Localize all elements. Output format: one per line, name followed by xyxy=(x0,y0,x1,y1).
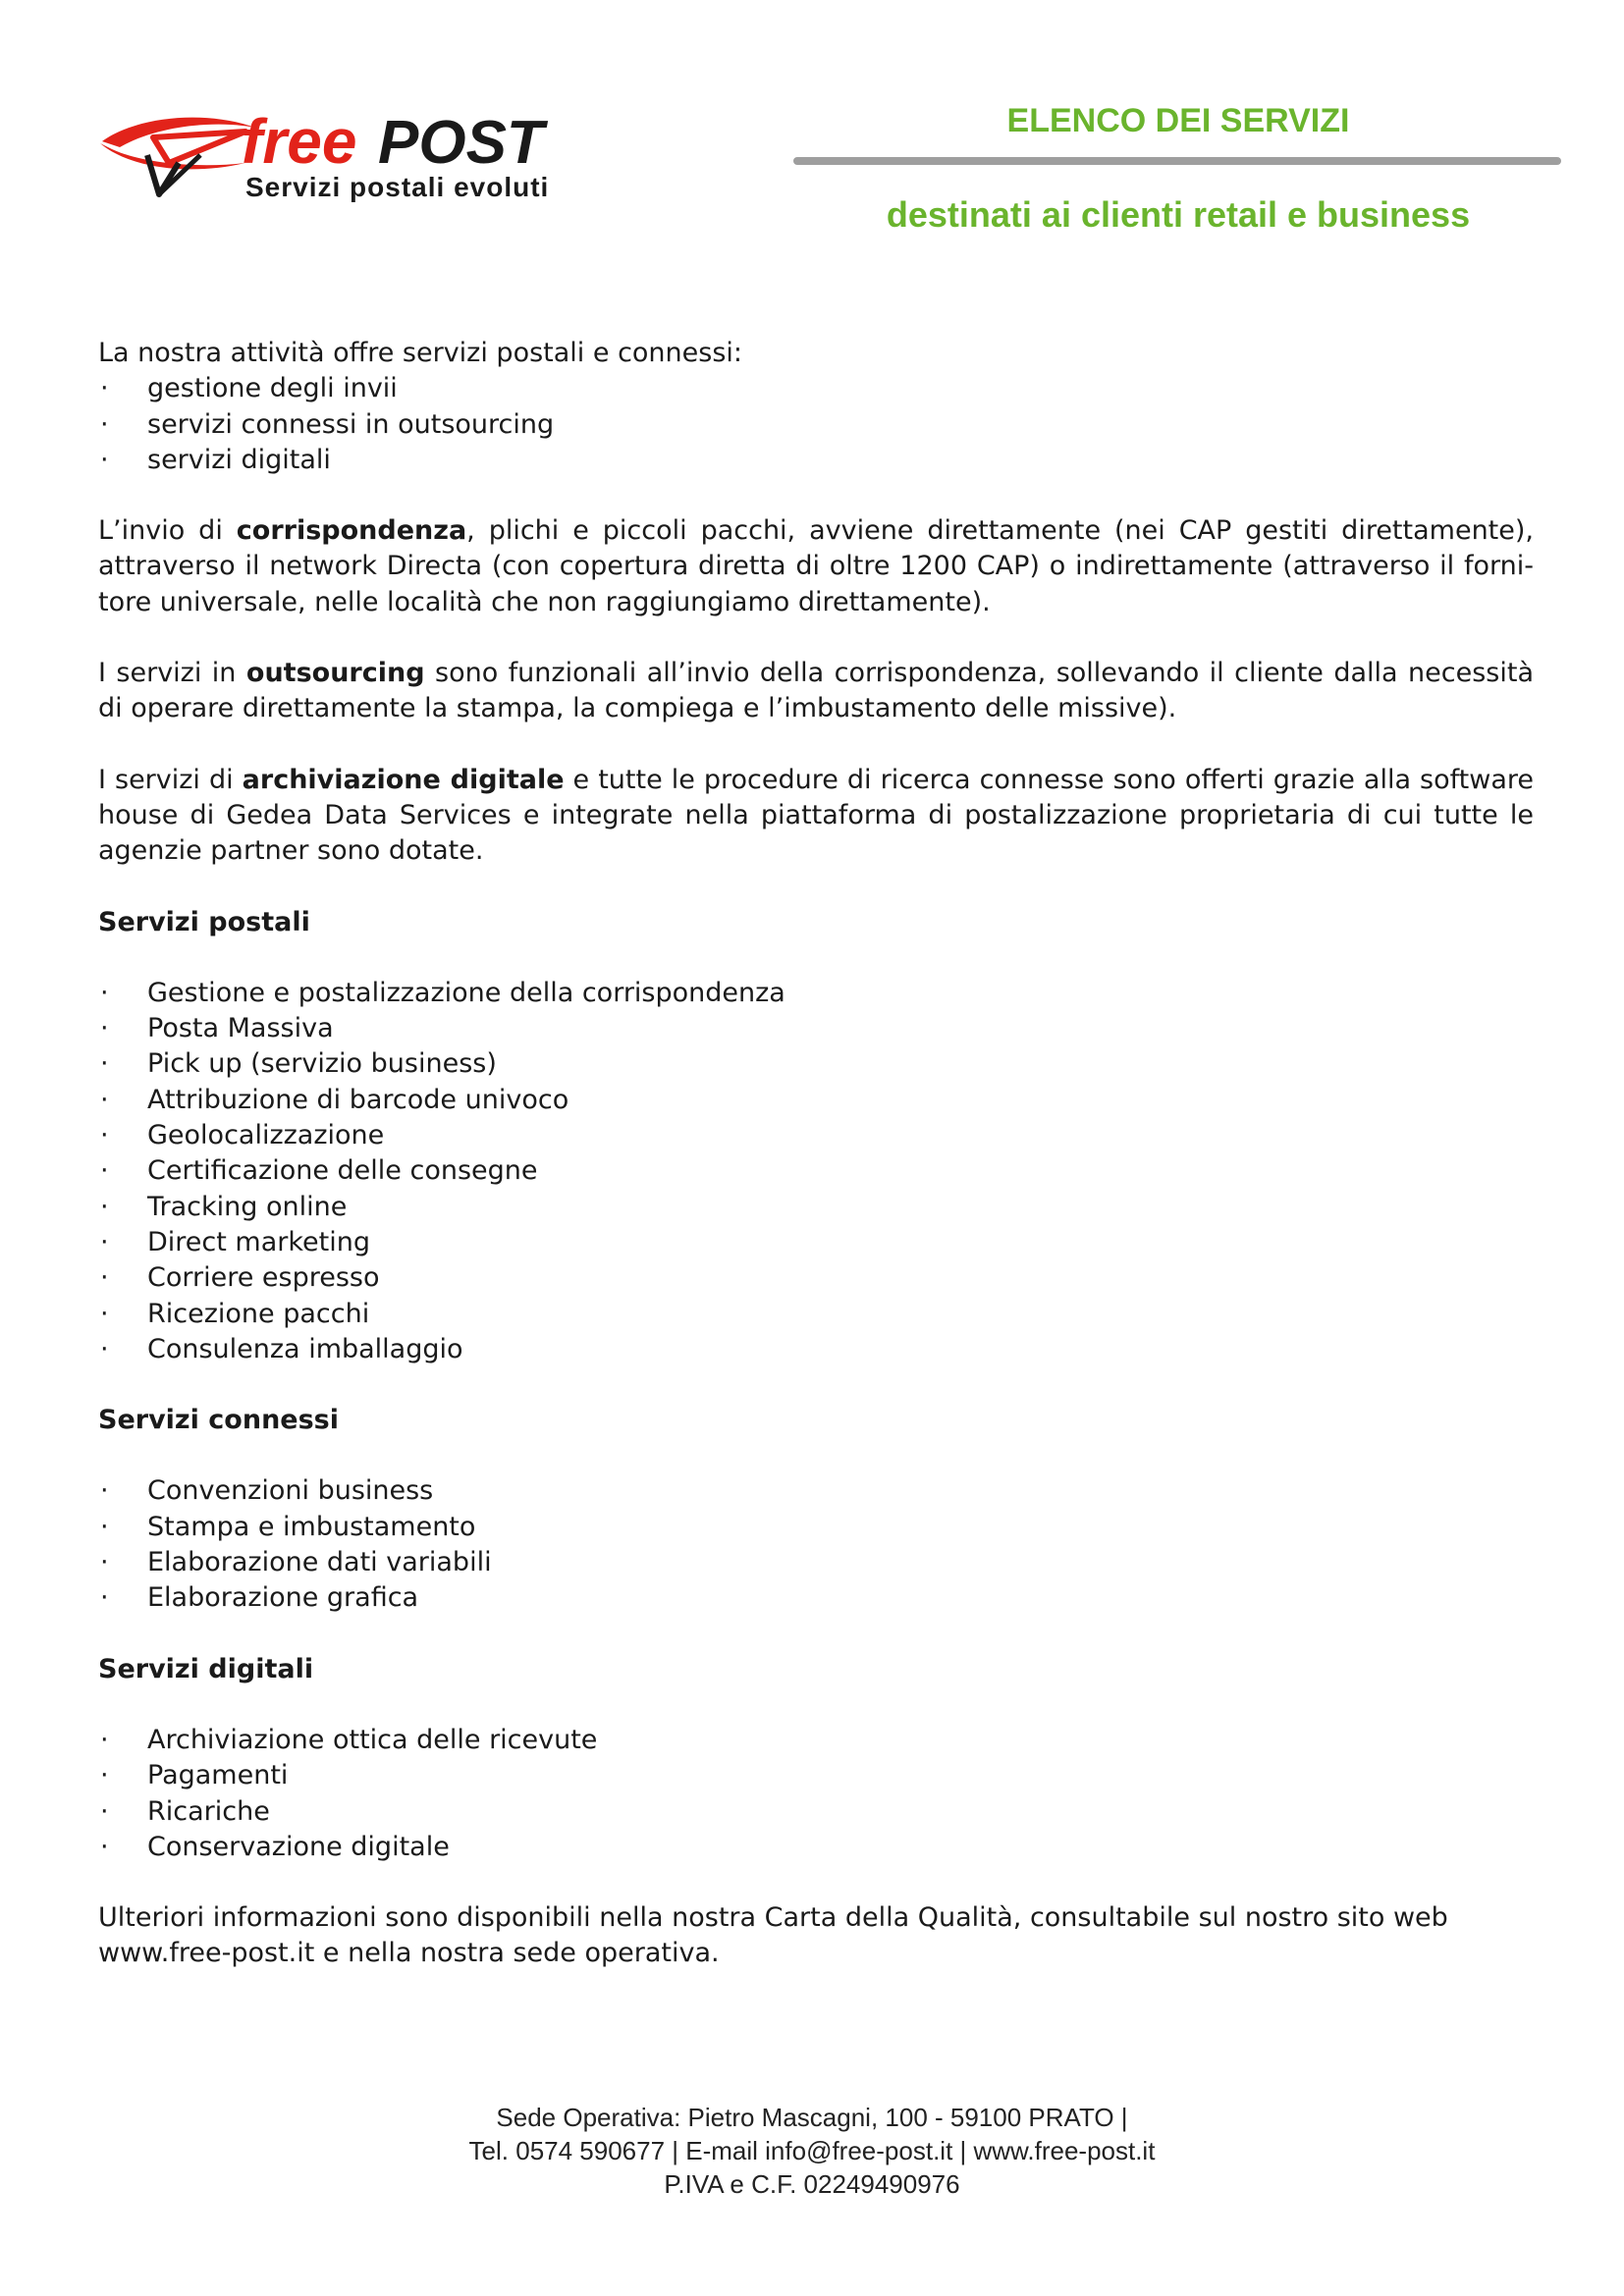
header-subtitle: destinati ai clienti retail e business xyxy=(886,194,1471,235)
bullet-mark: · xyxy=(100,1582,109,1614)
list-item: · Geolocalizzazione xyxy=(98,1118,1534,1153)
bullet-mark: · xyxy=(100,408,109,440)
list-servizi-postali xyxy=(98,976,1534,1367)
list-item: · Conservazione digitale xyxy=(98,1830,1534,1865)
intro-bullet xyxy=(98,371,1534,406)
header-title: ELENCO DEI SERVIZI xyxy=(1006,102,1350,139)
bullet-mark: · xyxy=(100,1191,109,1222)
list-item: · Attribuzione di barcode univoco xyxy=(98,1083,1534,1118)
bullet-mark: · xyxy=(100,1547,109,1578)
heading-servizi-digitali: Servizi digitali xyxy=(98,1653,314,1684)
bullet-mark: · xyxy=(100,1831,109,1862)
freepost-logo xyxy=(98,98,609,206)
bullet-mark: · xyxy=(100,1013,109,1044)
list-servizi-digitali xyxy=(98,1723,1534,1865)
list-item: · Consulenza imballaggio xyxy=(98,1332,1534,1367)
footer-contacts: Tel. 0574 590677 | E-mail info@free-post.it | www.free-post.it xyxy=(468,2136,1156,2165)
intro-bullet-text: servizi digitali xyxy=(147,444,331,475)
bullet-mark: · xyxy=(100,1262,109,1294)
bullet-mark: · xyxy=(100,1511,109,1542)
bullet-mark: · xyxy=(100,1760,109,1791)
logo-brand-free: free xyxy=(242,106,357,177)
bullet-mark: · xyxy=(100,1475,109,1507)
bullet-mark: · xyxy=(100,1048,109,1080)
bullet-mark: · xyxy=(100,1724,109,1755)
list-item: · Convenzioni business xyxy=(98,1473,1534,1509)
intro-lead: La nostra attività offre servizi postali e connessi: xyxy=(98,338,743,368)
bullet-mark: · xyxy=(100,1120,109,1151)
footer-vat: P.IVA e C.F. 02249490976 xyxy=(664,2169,960,2199)
paragraph-archiviazione: I servizi di archiviazione digitale e tutte le procedure di ricerca connesse sono offerti grazie alla software house di Gedea Data Services e integrate nella piattaforma di postalizzazione proprietaria di cui tutte le agenzie partner sono dotate. xyxy=(98,764,1534,867)
paragraph-corrispondenza: L’invio di corrispondenza, plichi e piccoli pacchi, avviene direttamente (nei CAP gestiti direttamente), attraverso il network Directa (con copertura diretta di oltre 1200 CAP) o indirettamente (attraverso il forni-tore universale, nelle località che non raggiungiamo direttamente). xyxy=(98,515,1534,617)
heading-servizi-postali: Servizi postali xyxy=(98,906,310,937)
list-item: · Certificazione delle consegne xyxy=(98,1153,1534,1189)
footer xyxy=(0,2101,1624,2201)
footer-address: Sede Operativa: Pietro Mascagni, 100 - 59100 PRATO | xyxy=(496,2103,1128,2132)
heading-servizi-connessi: Servizi connessi xyxy=(98,1405,340,1436)
keyword-corrispondenza: corrispondenza xyxy=(236,515,467,547)
list-item: · Elaborazione grafica xyxy=(98,1580,1534,1616)
bullet-mark: · xyxy=(100,373,109,404)
list-servizi-connessi xyxy=(98,1473,1534,1616)
paragraph-outsourcing: I servizi in outsourcing sono funzionali all’invio della corrispondenza, sollevando il cliente dalla necessità di operare direttamente la stampa, la compiega e l’imbustamento delle missive). xyxy=(98,658,1534,724)
list-item: · Pagamenti xyxy=(98,1758,1534,1793)
intro-bullet xyxy=(98,443,1534,478)
list-item: · Corriere espresso xyxy=(98,1260,1534,1296)
bullet-mark: · xyxy=(100,1226,109,1257)
list-item: · Tracking online xyxy=(98,1190,1534,1225)
bullet-mark: · xyxy=(100,1084,109,1115)
header-divider xyxy=(793,157,1561,165)
list-item: · Stampa e imbustamento xyxy=(98,1510,1534,1545)
closing-paragraph: Ulteriori informazioni sono disponibili nella nostra Carta della Qualità, consultabile sul nostro sito web www.free-post.it e nella nostra sede operativa. xyxy=(98,1902,1448,1969)
list-item: · Gestione e postalizzazione della corrispondenza xyxy=(98,976,1534,1011)
list-item: · Direct marketing xyxy=(98,1225,1534,1260)
list-item: · Posta Massiva xyxy=(98,1011,1534,1046)
list-item: · Ricezione pacchi xyxy=(98,1297,1534,1332)
intro-bullet-text: gestione degli invii xyxy=(147,373,398,404)
list-item: · Archiviazione ottica delle ricevute xyxy=(98,1723,1534,1758)
bullet-mark: · xyxy=(100,977,109,1008)
list-item: · Ricariche xyxy=(98,1794,1534,1830)
document-body xyxy=(98,336,1534,1972)
logo-brand-post: POST xyxy=(378,109,544,177)
bullet-mark: · xyxy=(100,1333,109,1364)
intro-bullet xyxy=(98,407,1534,443)
bullet-mark: · xyxy=(100,1298,109,1329)
keyword-archiviazione: archiviazione digitale xyxy=(242,764,565,795)
bullet-mark: · xyxy=(100,444,109,475)
logo-tagline: Servizi postali evoluti xyxy=(245,172,550,202)
list-item: · Elaborazione dati variabili xyxy=(98,1545,1534,1580)
bullet-mark: · xyxy=(100,1155,109,1187)
intro-bullet-text: servizi connessi in outsourcing xyxy=(147,408,555,440)
list-item: · Pick up (servizio business) xyxy=(98,1046,1534,1082)
bullet-mark: · xyxy=(100,1795,109,1827)
keyword-outsourcing: outsourcing xyxy=(245,658,425,689)
